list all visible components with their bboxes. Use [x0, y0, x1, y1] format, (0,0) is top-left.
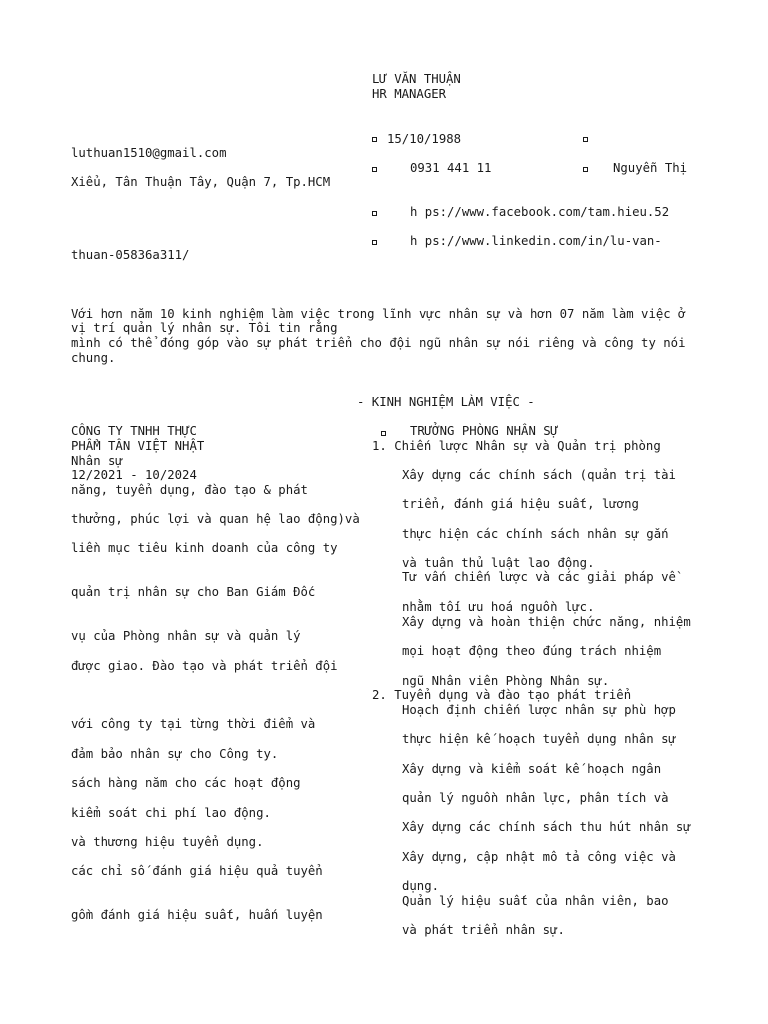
duty-heading: 2. Tuyển dụng và đào tạo phát triển	[372, 688, 632, 702]
address-start: Nguyễn Thị	[613, 161, 688, 175]
summary-line: Với hơn năm 10 kinh nghiệm làm việc trong lĩnh vực nhân sự và hơn 07 năm làm việc ở	[71, 307, 686, 321]
company-name: CÔNG TY TNHH THỰC	[71, 424, 197, 438]
phone-icon	[372, 167, 377, 172]
duty-line: các chỉ số đánh giá hiệu quả tuyển	[71, 864, 323, 878]
facebook-link[interactable]: h ps://www.facebook.com/tam.hieu.52	[410, 205, 670, 219]
duty-line: thưởng, phúc lợi và quan hệ lao động)và	[71, 512, 360, 526]
position: TRƯỞNG PHÒNG NHÂN SỰ	[410, 424, 559, 438]
position-bullet-icon	[381, 431, 386, 436]
duty-line: quản trị nhân sự cho Ban Giám Đốc	[71, 585, 316, 599]
duty-line: Hoạch định chiến lược nhân sự phù hợp	[402, 703, 676, 717]
duty-line: với công ty tại từng thời điểm và	[71, 717, 316, 731]
duty-line: Tư vấn chiến lược và các giải pháp về	[402, 570, 676, 584]
duty-line: nhằm tối ưu hoá nguồn lực.	[402, 600, 595, 614]
linkedin-icon	[372, 240, 377, 245]
period: 12/2021 - 10/2024	[71, 468, 197, 482]
duty-line: và tuân thủ luật lao động.	[402, 556, 595, 570]
duty-heading: 1. Chiến lược Nhân sự và Quản trị phòng	[372, 439, 661, 453]
birthdate: 15/10/1988	[387, 132, 462, 146]
duty-line: thực hiện các chính sách nhân sự gắn	[402, 527, 669, 541]
duty-line: dụng.	[402, 879, 440, 893]
duty-line: và phát triển nhân sự.	[402, 923, 565, 937]
duty-line: kiểm soát chi phí lao động.	[71, 806, 271, 820]
section-title: - KINH NGHIỆM LÀM VIỆC -	[357, 395, 535, 409]
duty-line: và thương hiệu tuyển dụng.	[71, 835, 264, 849]
summary-line: mình có thể đóng góp vào sự phát triển cho đội ngũ nhân sự nói riêng và công ty nói	[71, 336, 686, 350]
phone[interactable]: 0931 441 11	[410, 161, 492, 175]
department: Nhân sự	[71, 454, 123, 468]
duty-line: vụ của Phòng nhân sự và quản lý	[71, 629, 301, 643]
duty-line: liền mục tiêu kinh doanh của công ty	[71, 541, 338, 555]
duty-line: đảm bảo nhân sự cho Công ty.	[71, 747, 279, 761]
linkedin-link-end[interactable]: thuan-05836a311/	[71, 248, 190, 262]
location-icon	[583, 167, 588, 172]
duty-line: sách hàng năm cho các hoạt động	[71, 776, 301, 790]
duty-line: thực hiện kế hoạch tuyển dụng nhân sự	[402, 732, 676, 746]
duty-line: Xây dựng và hoàn thiện chức năng, nhiệm	[402, 615, 691, 629]
email-icon	[583, 137, 588, 142]
address-end: Xiểu, Tân Thuận Tây, Quận 7, Tp.HCM	[71, 175, 331, 189]
duty-line: Xây dựng và kiểm soát kế hoạch ngân	[402, 762, 662, 776]
duty-line: Xây dựng, cập nhật mô tả công việc và	[402, 850, 676, 864]
job-title: HR MANAGER	[372, 87, 447, 101]
facebook-icon	[372, 211, 377, 216]
duty-line: Xây dựng các chính sách (quản trị tài	[402, 468, 676, 482]
linkedin-link-start[interactable]: h ps://www.linkedin.com/in/lu-van-	[410, 234, 662, 248]
duty-line: triển, đánh giá hiệu suất, lương	[402, 497, 639, 511]
candidate-name: LƯ VĂN THUẬN	[372, 72, 461, 86]
email[interactable]: luthuan1510@gmail.com	[71, 146, 227, 160]
duty-line: ngũ Nhân viên Phòng Nhân sự.	[402, 674, 610, 688]
duty-line: quản lý nguồn nhân lực, phân tích và	[402, 791, 669, 805]
duty-line: năng, tuyển dụng, đào tạo & phát	[71, 483, 308, 497]
summary-line: vị trí quản lý nhân sự. Tôi tin rằng	[71, 321, 338, 335]
duty-line: được giao. Đào tạo và phát triển đội	[71, 659, 338, 673]
calendar-icon	[372, 137, 377, 142]
duty-line: mọi hoạt động theo đúng trách nhiệm	[402, 644, 662, 658]
company-name: PHẨM TÂN VIỆT NHẬT	[71, 439, 205, 453]
duty-line: Xây dựng các chính sách thu hút nhân sự	[402, 820, 691, 834]
duty-line: Quản lý hiệu suất của nhân viên, bao	[402, 894, 669, 908]
duty-line: gồm đánh giá hiệu suất, huấn luyện	[71, 908, 323, 922]
summary-line: chung.	[71, 351, 116, 365]
